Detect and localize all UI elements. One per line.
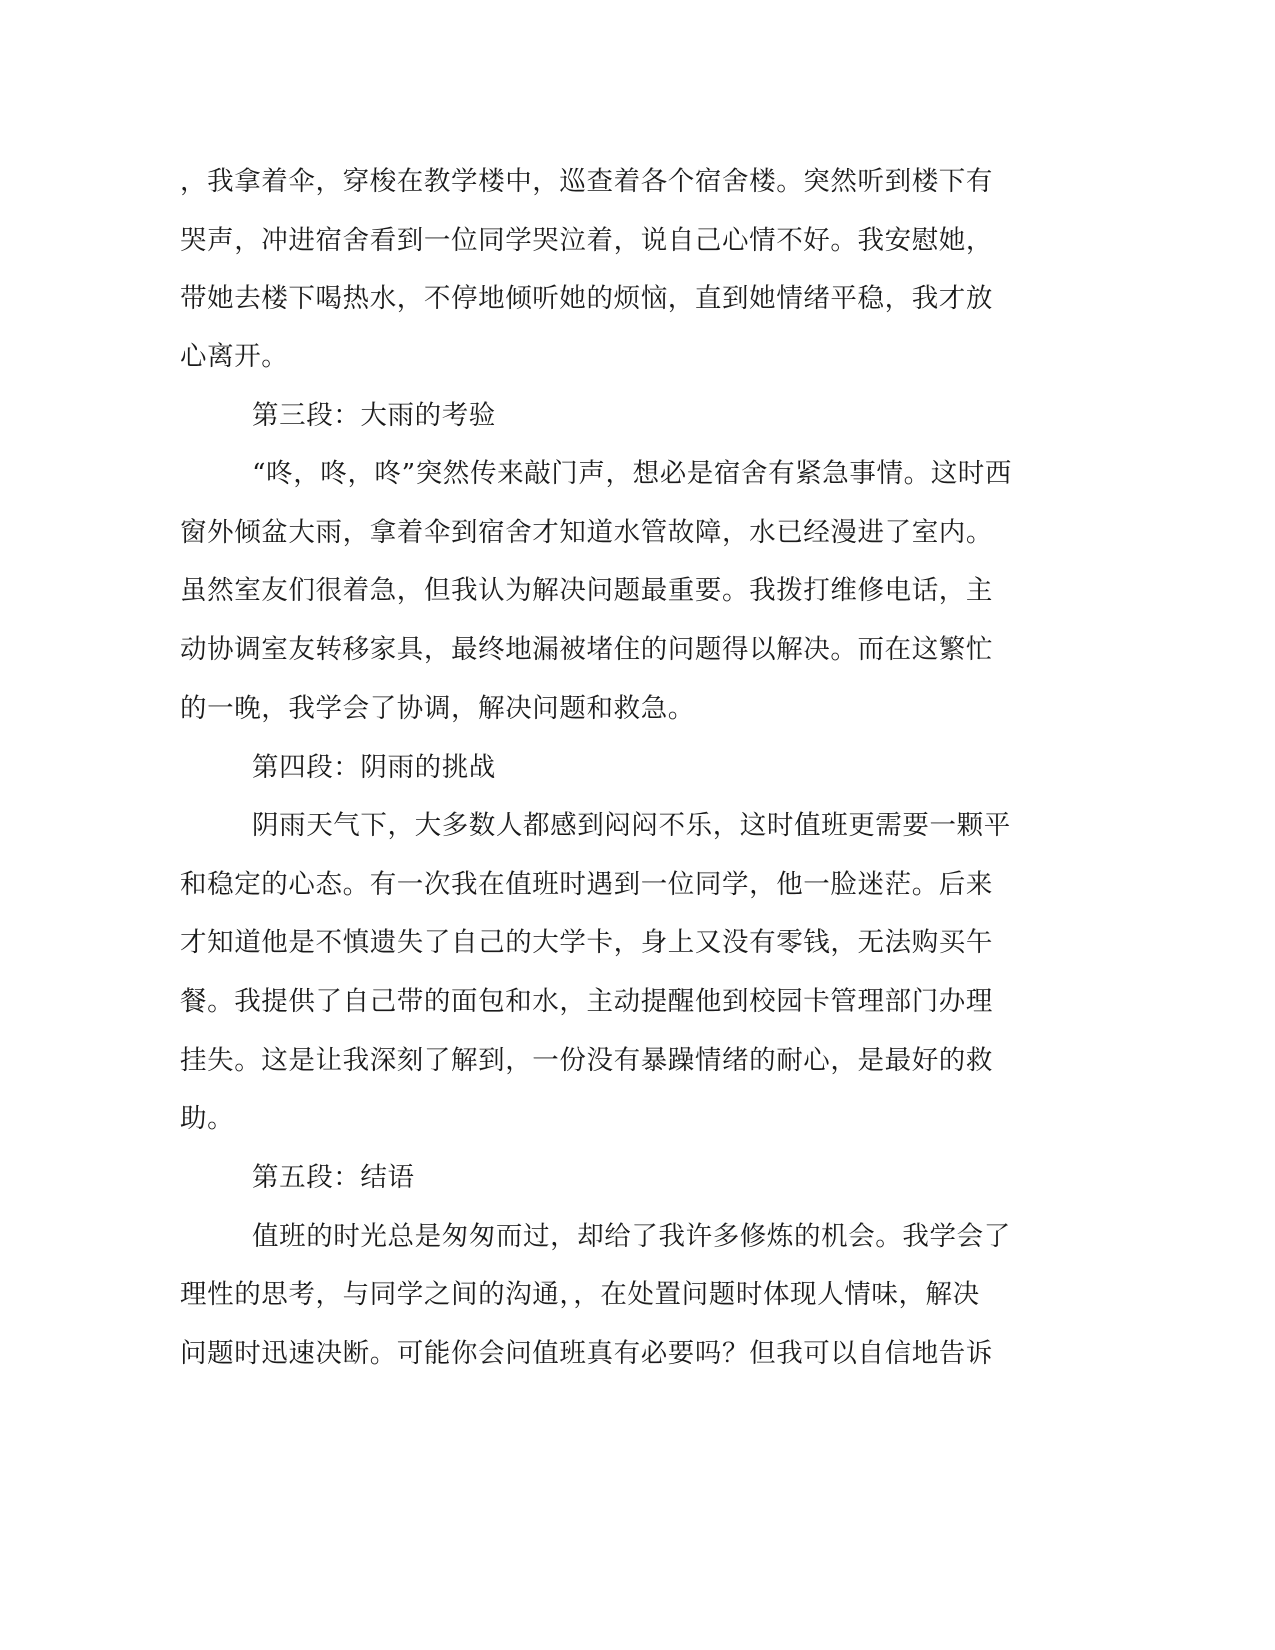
body-line: 阴雨天气下，大多数人都感到闷闷不乐，这时值班更需要一颗平 bbox=[252, 810, 1011, 841]
body-line: 理性的思考，与同学之间的沟通，，在处置问题时体现人情味，解决 bbox=[180, 1279, 980, 1310]
body-line: 带她去楼下喝热水，不停地倾听她的烦恼，直到她情绪平稳，我才放 bbox=[180, 283, 993, 314]
body-line: 动协调室友转移家具，最终地漏被堵住的问题得以解决。而在这繁忙 bbox=[180, 634, 993, 665]
body-line: 问题时迅速决断。可能你会问值班真有必要吗？但我可以自信地告诉 bbox=[180, 1338, 993, 1369]
body-line: 和稳定的心态。有一次我在值班时遇到一位同学，他一脸迷茫。后来 bbox=[180, 869, 993, 900]
body-line: 挂失。这是让我深刻了解到，一份没有暴躁情绪的耐心，是最好的救 bbox=[180, 1045, 993, 1076]
body-line: 的一晚，我学会了协调，解决问题和救急。 bbox=[180, 693, 695, 724]
body-line: 值班的时光总是匆匆而过，却给了我许多修炼的机会。我学会了 bbox=[252, 1221, 1011, 1252]
body-line: 虽然室友们很着急，但我认为解决问题最重要。我拨打维修电话，主 bbox=[180, 575, 993, 606]
body-line: 餐。我提供了自己带的面包和水，主动提醒他到校园卡管理部门办理 bbox=[180, 986, 993, 1017]
body-line: 哭声，冲进宿舍看到一位同学哭泣着，说自己心情不好。我安慰她， bbox=[180, 225, 993, 256]
section-heading: 第五段：结语 bbox=[252, 1162, 415, 1193]
body-line: 心离开。 bbox=[180, 341, 289, 372]
body-line: 助。 bbox=[180, 1103, 235, 1134]
body-line: 窗外倾盆大雨，拿着伞到宿舍才知道水管故障，水已经漫进了室内。 bbox=[180, 517, 993, 548]
body-line: “咚，咚，咚”突然传来敲门声，想必是宿舍有紧急事情。这时西 bbox=[252, 458, 1012, 489]
body-line: 才知道他是不慎遗失了自己的大学卡，身上又没有零钱，无法购买午 bbox=[180, 927, 993, 958]
section-heading: 第三段：大雨的考验 bbox=[252, 400, 496, 431]
body-line: ，我拿着伞，穿梭在教学楼中，巡查着各个宿舍楼。突然听到楼下有 bbox=[180, 166, 993, 197]
section-heading: 第四段：阴雨的挑战 bbox=[252, 752, 496, 783]
